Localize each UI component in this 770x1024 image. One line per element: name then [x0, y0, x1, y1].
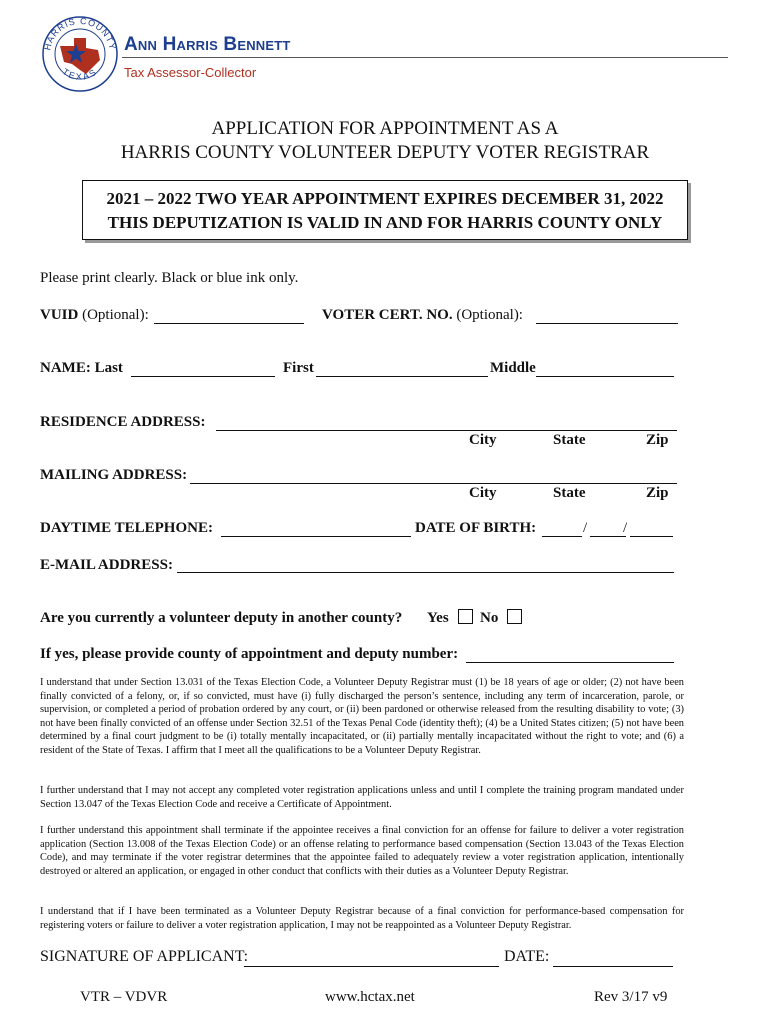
website-link[interactable]: www.hctax.net [325, 989, 415, 1005]
signature-date-label: DATE: [504, 948, 550, 965]
seal-text-bottom: TEXAS [60, 66, 100, 82]
county-deputy-field[interactable] [466, 662, 674, 663]
voter-cert-field[interactable] [536, 323, 678, 324]
mailing-address-label: MAILING ADDRESS: [40, 467, 188, 483]
training-paragraph: I further understand that I may not accept any completed voter registration applications unless and until I complete the training program mandated under Section 13.047 of the Texas Election Code and receive a Certificate of Appointment. [40, 785, 684, 810]
dob-year-field[interactable] [630, 536, 673, 537]
residence-address-label: RESIDENCE ADDRESS: [40, 414, 206, 430]
dob-separator-2: / [623, 520, 628, 536]
mailing-state-label: State [553, 485, 586, 501]
no-checkbox[interactable] [507, 609, 522, 624]
notice-line2: THIS DEPUTIZATION IS VALID IN AND FOR HARRIS COUNTY ONLY [107, 213, 663, 232]
middle-name-label: Middle [490, 360, 536, 376]
harris-county-seal [40, 14, 120, 94]
county-deputy-label: If yes, please provide county of appointment and deputy number: [40, 646, 459, 662]
no-label: No [480, 610, 499, 626]
first-name-field[interactable] [316, 376, 488, 377]
seal-text-top: HARRIS COUNTY [42, 15, 118, 52]
instructions-text: Please print clearly. Black or blue ink only. [40, 270, 299, 286]
residence-address-field[interactable] [216, 430, 677, 431]
form-title-line1: APPLICATION FOR APPOINTMENT AS A [211, 118, 559, 139]
name-last-label: NAME: Last [40, 360, 123, 376]
yes-checkbox[interactable] [458, 609, 473, 624]
notice-line1: 2021 – 2022 TWO YEAR APPOINTMENT EXPIRES DECEMBER 31, 2022 [106, 189, 664, 208]
dob-day-field[interactable] [590, 536, 626, 537]
termination-paragraph: I further understand this appointment shall terminate if the appointee receives a final conviction for an offense for failure to deliver a voter registration application (Section 13.008 of the Texas Election Code) or an offense relating to performance based compensation (Section 13.043 of the Texas Election Code), and may terminate if the voter registrar determines that the appointee failed to adequately review a voter registration application, intentionally destroyed or altered an application, or engaged in other conduct that conflicts with their duties as a Volunteer Deputy Registrar. [40, 825, 684, 877]
appointment-notice-box [82, 180, 688, 240]
residence-state-label: State [553, 432, 586, 448]
mailing-city-label: City [469, 485, 497, 501]
dob-month-field[interactable] [542, 536, 582, 537]
vuid-field[interactable] [154, 323, 304, 324]
signature-label: SIGNATURE OF APPLICANT: [40, 948, 249, 965]
email-label: E-MAIL ADDRESS: [40, 557, 173, 573]
reappointment-paragraph: I understand that if I have been terminated as a Volunteer Deputy Registrar because of a final conviction for performance-based compensation for registering voters or failure to deliver a voter registration application, I may not be reappointed as a Volunteer Deputy Registrar. [40, 906, 684, 931]
residence-zip-label: Zip [646, 432, 669, 448]
mailing-zip-label: Zip [646, 485, 669, 501]
voter-cert-label: VOTER CERT. NO. (Optional): [322, 307, 523, 323]
volunteer-deputy-question: Are you currently a volunteer deputy in another county? [40, 610, 403, 626]
assessor-name: Ann Harris Bennett [124, 34, 291, 55]
revision-label: Rev 3/17 v9 [594, 989, 668, 1005]
residence-city-label: City [469, 432, 497, 448]
email-field[interactable] [177, 572, 674, 573]
last-name-field[interactable] [131, 376, 275, 377]
form-title-line2: HARRIS COUNTY VOLUNTEER DEPUTY VOTER REGISTRAR [120, 142, 650, 163]
header-divider [122, 57, 728, 58]
dob-separator-1: / [583, 520, 588, 536]
mailing-address-field[interactable] [190, 483, 677, 484]
middle-name-field[interactable] [536, 376, 674, 377]
yes-label: Yes [427, 610, 449, 626]
signature-date-field[interactable] [553, 966, 673, 967]
signature-field[interactable] [244, 966, 499, 967]
telephone-field[interactable] [221, 536, 411, 537]
first-name-label: First [283, 360, 314, 376]
form-code: VTR – VDVR [80, 989, 168, 1005]
vuid-label: VUID (Optional): [40, 307, 149, 323]
dob-label: DATE OF BIRTH: [415, 520, 537, 536]
qualifications-paragraph: I understand that under Section 13.031 of the Texas Election Code, a Volunteer Deputy Registrar must (1) be 18 years of age or older; (2) not have been finally convicted of a felony, or, if so convicted, must have (i) fully discharged the person’s sentence, including any term of incarceration, parole, or supervision, or completed a period of probation ordered by any court, or (ii) been pardoned or otherwise released from the resulting disability to vote; (3) not have been finally convicted of an offense under Section 32.51 of the Texas Penal Code (identity theft); (4) be a United States citizen; (5) not have been determined by a final court judgment to be (i) totally mentally incapacitated, or (ii) partially mentally incapacitated without the right to vote; and (6) a resident of the State of Texas. I affirm that I meet all the qualifications to be a Volunteer Deputy Registrar. [40, 677, 684, 756]
assessor-title: Tax Assessor-Collector [124, 65, 257, 80]
telephone-label: DAYTIME TELEPHONE: [40, 520, 213, 536]
